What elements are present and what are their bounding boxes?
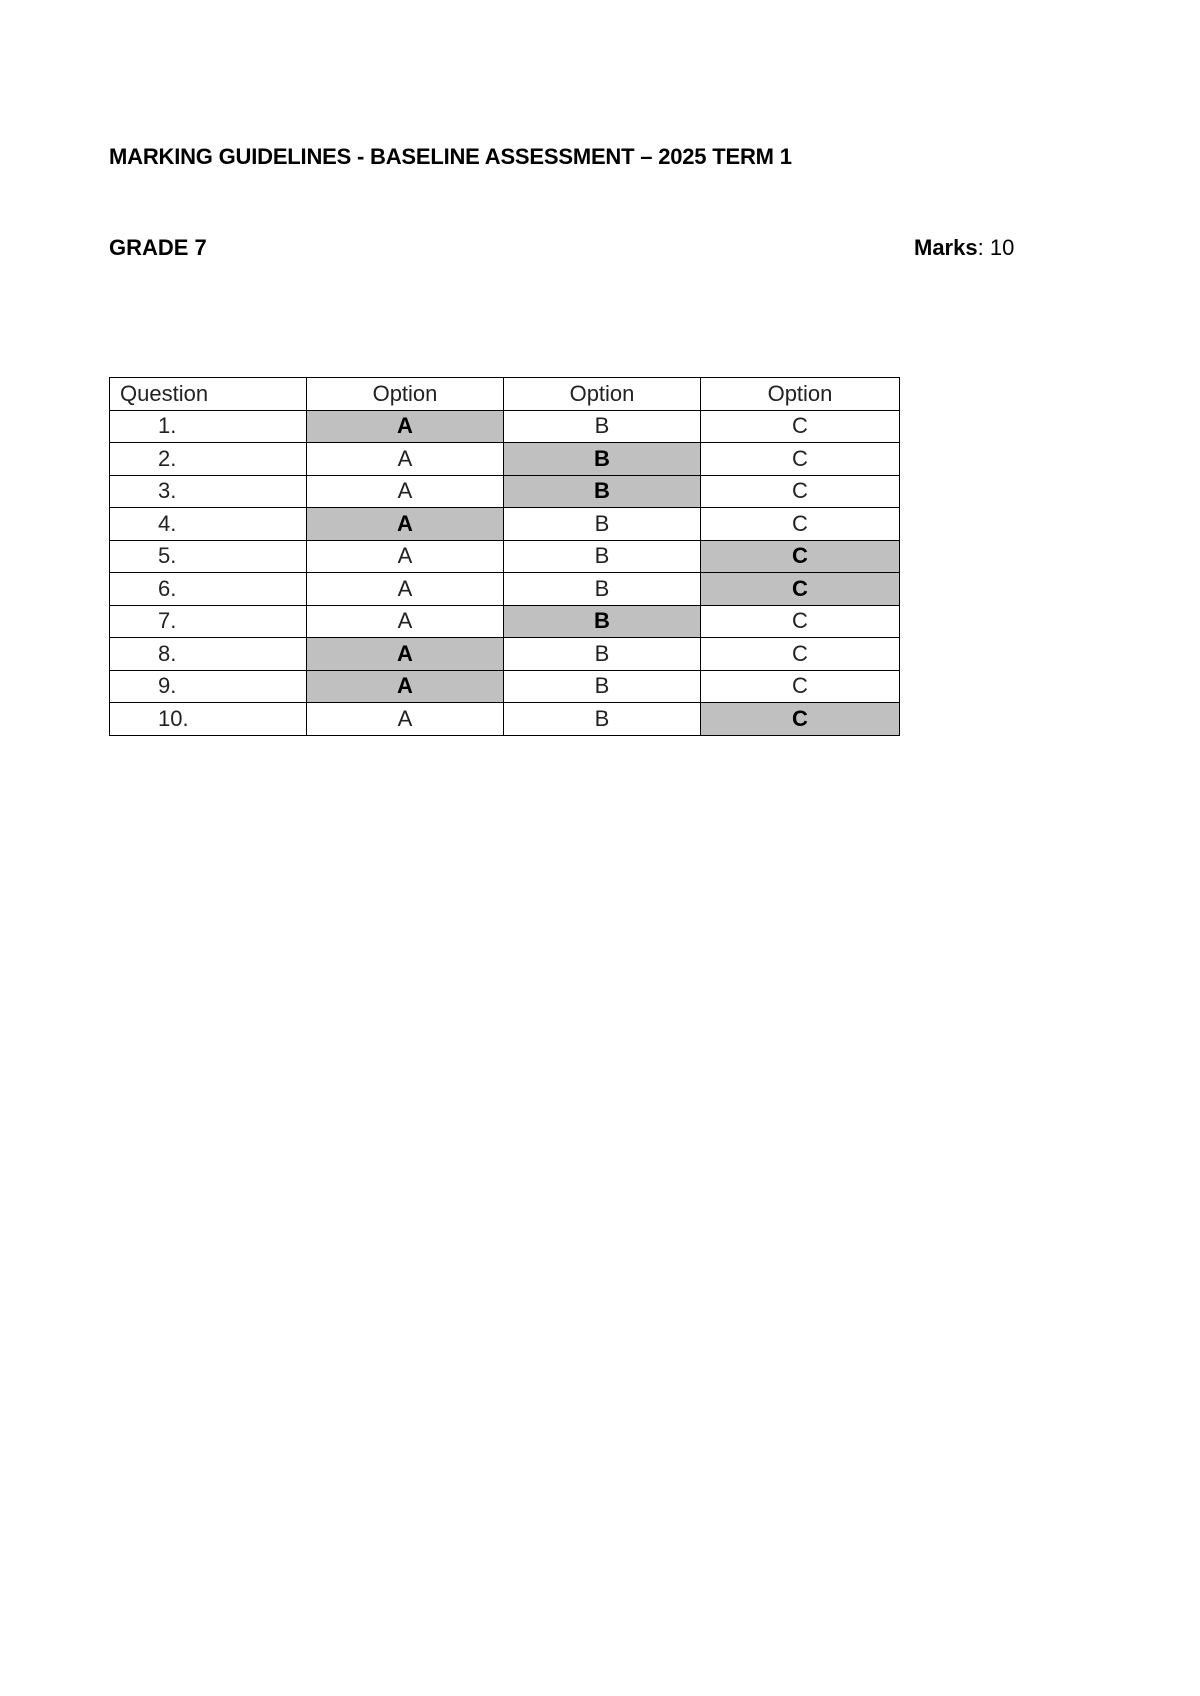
correct-option-cell: A (307, 638, 504, 671)
option-cell: B (504, 638, 701, 671)
table-row (110, 605, 900, 638)
correct-option-cell: A (307, 508, 504, 541)
option-cell: A (307, 443, 504, 476)
table-row (110, 703, 900, 736)
option-cell: C (701, 638, 900, 671)
correct-option-cell: C (701, 703, 900, 736)
table-row (110, 410, 900, 443)
header-option: Option (504, 378, 701, 411)
marks-separator: : (977, 235, 984, 260)
table-header-row (110, 378, 900, 411)
option-cell: C (701, 410, 900, 443)
table-row (110, 508, 900, 541)
question-number: 5. (110, 540, 307, 573)
header-option: Option (701, 378, 900, 411)
option-cell: C (701, 670, 900, 703)
option-cell: A (307, 573, 504, 606)
table-row (110, 573, 900, 606)
question-number: 1. (110, 410, 307, 443)
correct-option-cell: B (504, 605, 701, 638)
option-cell: B (504, 670, 701, 703)
option-cell: A (307, 540, 504, 573)
option-cell: B (504, 508, 701, 541)
correct-option-cell: A (307, 410, 504, 443)
correct-option-cell: A (307, 670, 504, 703)
table-row (110, 443, 900, 476)
option-cell: C (701, 508, 900, 541)
answer-rows (110, 410, 900, 735)
option-cell: B (504, 703, 701, 736)
option-cell: B (504, 573, 701, 606)
table-row (110, 475, 900, 508)
option-cell: A (307, 475, 504, 508)
option-cell: C (701, 475, 900, 508)
header-question: Question (110, 378, 307, 411)
correct-option-cell: B (504, 443, 701, 476)
marks-value: 10 (989, 235, 1015, 260)
question-number: 4. (110, 508, 307, 541)
option-cell: A (307, 703, 504, 736)
question-number: 9. (110, 670, 307, 703)
option-cell: B (504, 410, 701, 443)
question-number: 8. (110, 638, 307, 671)
question-number: 10. (110, 703, 307, 736)
grade-label: GRADE 7 (109, 235, 207, 260)
marks-info (914, 235, 1014, 261)
option-cell: C (701, 605, 900, 638)
question-number: 2. (110, 443, 307, 476)
option-cell: C (701, 443, 900, 476)
table-row (110, 638, 900, 671)
table-row (110, 540, 900, 573)
question-number: 6. (110, 573, 307, 606)
correct-option-cell: C (701, 540, 900, 573)
option-cell: A (307, 605, 504, 638)
marks-label: Marks (914, 235, 978, 260)
option-cell: B (504, 540, 701, 573)
question-number: 3. (110, 475, 307, 508)
table-row (110, 670, 900, 703)
correct-option-cell: C (701, 573, 900, 606)
correct-option-cell: B (504, 475, 701, 508)
header-option: Option (307, 378, 504, 411)
question-number: 7. (110, 605, 307, 638)
document-title: MARKING GUIDELINES - BASELINE ASSESSMENT – 2025 TERM 1 (109, 144, 792, 169)
answer-key-table (109, 377, 900, 736)
